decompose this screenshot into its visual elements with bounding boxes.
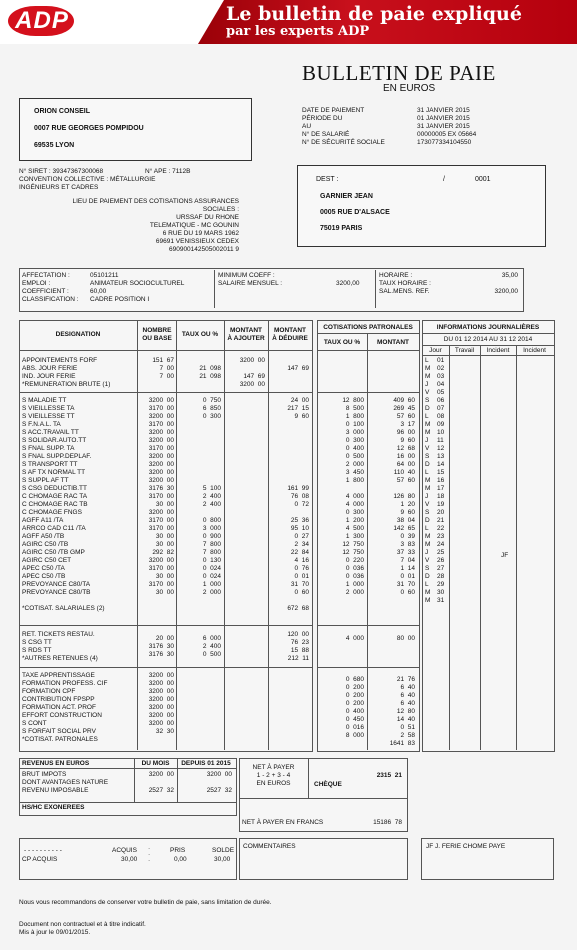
conges-dots: · · ·: [148, 845, 151, 864]
employee-labels: AFFECTATION : EMPLOI : COEFFICIENT : CLASSIFICATION :: [22, 272, 79, 303]
page-title: BULLETIN DE PAIE: [302, 61, 496, 85]
period-values: 31 JANVIER 2015 01 JANVIER 2015 31 JANVIER 2015 00000005 EX 05664 173077334104550: [417, 107, 477, 146]
divider: [214, 270, 215, 308]
adp-logo-text: ADP: [15, 7, 69, 34]
brut-taux: 21 098 21 098: [199, 365, 221, 380]
convention: CONVENTION COLLECTIVE : MÉTALLURGIE INGÉNIEURS ET CADRES: [19, 176, 156, 191]
col-ajouter: MONTANT À AJOUTER: [227, 327, 265, 342]
patronales-cot-taux: 0 680 0 200 0 200 0 200 0 400 0 450 0 016 8 000: [345, 676, 364, 739]
section-line: [19, 392, 312, 393]
salaire-value: 3200,00: [336, 280, 360, 287]
horaire-values: 35,00 3200,00: [494, 272, 518, 295]
cotis-designation: S MALADIE TT S VIEILLESSE TA S VIEILLESSE TT S F.N.A.L. TA S ACC.TRAVAIL TT S SOLIDAR.AUTO.TT S FNAL SUPP. TA S FNAL SUPP.DEPLAF. S TRANSPORT TT S AF TX NORMAL TT S SUPPL AF TT S CSG DEDUCTIB.TT C CHOMAGE RAC TA C CHOMAGE RAC TB C CHOMAGE FNGS AGFF A11 /TA ARRCO CAD C11 /TA AGFF A50 /TB AGIRC C50 /TB AGIRC C50 /TB GMP AGIRC C50 CET APEC C50 /TA APEC C50 /TB PREVOYANCE C80/TA PREVOYANCE C80/TB *COTISAT. SALARIALES (2): [22, 397, 105, 612]
info-col-jour: Jour: [429, 347, 442, 354]
cp-acquis-label: CP ACQUIS: [22, 856, 58, 863]
info-col-divider: [516, 346, 517, 750]
net-francs-label: NET À PAYER EN FRANCS: [242, 819, 324, 826]
section-line: [317, 625, 419, 626]
retenues-cot-taux: 4 000: [345, 635, 364, 642]
col-taux: TAUX OU %: [181, 331, 219, 338]
net-payer-col-divider: [308, 759, 309, 798]
banner: [0, 0, 577, 44]
cotis-cot-montant: 409 60 269 45 57 60 3 17 96 00 9 60 12 68 16 00 64 00 110 40 57 60 126 80 1 20 9 60 38 04 142 65 0 39 3 83 37 33 7 04 1 14 0 01 31 70 0 60: [393, 397, 415, 596]
retenues-designation: RET. TICKETS RESTAU. S CSG TT S RDS TT *AUTRES RETENUES (4): [22, 631, 98, 662]
net-payer-value: 2315 21: [376, 772, 402, 779]
section-line: [19, 667, 312, 668]
revenus-depuis-values: 3200 00 2527 32: [206, 771, 232, 794]
employer-city: 69535 LYON: [34, 142, 75, 149]
salaire-label: SALAIRE MENSUEL :: [218, 280, 283, 287]
payment-place: LIEU DE PAIEMENT DES COTISATIONS ASSURANCES SOCIALES : URSSAF DU RHONE TELEMATIQUE - MC GOUNIN 6 RUE DU 19 MARS 1962 69691 VENISSIEUX CEDEX 690900142505002011 9: [72, 198, 239, 253]
employer-address: 0007 RUE GEORGES POMPIDOU: [34, 125, 144, 132]
banner-subtitle: par les experts ADP: [226, 24, 370, 39]
info-period: DU 01 12 2014 AU 31 12 2014: [443, 336, 533, 343]
employee-values: 05101211 ANIMATEUR SOCIOCULTUREL 60,00 CADRE POSITION I: [90, 272, 185, 303]
calendar-jf: JF: [501, 552, 509, 559]
hs-exonerees: HS/HC EXONEREES: [22, 804, 85, 811]
footer-recommendation: Nous vous recommandons de conserver votre bulletin de paie, sans limitation de durée.: [19, 899, 272, 906]
info-header-line: [422, 345, 554, 346]
footer-disclaimer: Document non contractuel et à titre indicatif. Mis à jour le 09/01/2015.: [19, 921, 146, 936]
solde-value: 30,00: [214, 856, 231, 863]
dest-name: GARNIER JEAN: [320, 193, 373, 200]
net-payer-divider: [239, 798, 407, 799]
revenus-footer-line: [19, 802, 236, 803]
ape: N° APE : 7112B: [145, 168, 191, 175]
patronales-cot-montant: 21 76 6 40 6 40 6 40 12 80 14 40 0 51 2 58 1641 83: [389, 676, 415, 747]
acquis-label: ACQUIS: [112, 847, 137, 854]
dest-label: DEST :: [316, 176, 339, 183]
col-nombre: NOMBRE OU BASE: [142, 327, 172, 342]
info-header-line: [422, 355, 554, 356]
info-header-line: [422, 333, 554, 334]
employer-name: ORION CONSEIL: [34, 108, 91, 115]
section-line: [317, 667, 419, 668]
cot-montant-header: MONTANT: [376, 339, 409, 346]
col-deduire: MONTANT À DÉDUIRE: [272, 327, 308, 342]
info-col-divider: [480, 346, 481, 750]
commentaires-label: COMMENTAIRES: [243, 843, 296, 850]
net-payer-label: NET À PAYER 1 - 2 + 3 - 4 EN EUROS: [252, 764, 295, 787]
info-col-divider: [449, 346, 450, 750]
dest-address: 0005 RUE D'ALSACE: [320, 209, 390, 216]
section-line: [317, 392, 419, 393]
info-col-travail: Travail: [454, 347, 475, 354]
retenues-cot-montant: 80 00: [396, 635, 415, 642]
cot-title: COTISATIONS PATRONALES: [323, 324, 413, 331]
cotis-cot-taux: 12 800 8 500 1 800 0 100 3 000 0 300 0 400 0 500 2 000 3 450 1 800 4 000 4 000 0 300 1 200 4 500 1 300 12 750 12 750 0 220 0 036 0 036 1 000 2 000: [342, 397, 364, 596]
revenus-title: REVENUS EN EUROS: [22, 760, 90, 767]
banner-fold: [198, 0, 224, 44]
cotis-taux: 0 750 6 850 0 300 5 100 2 400 2 400 0 800 3 000 0 900 7 800 7 800 0 130 0 024 0 024 1 000 2 000: [202, 397, 221, 596]
jf-note: JF J. FERIE CHOME PAYE: [426, 843, 506, 850]
revenus-header-line: [19, 768, 236, 769]
period-labels: DATE DE PAIEMENT PÉRIODE DU AU N° DE SALARIÉ N° DE SÉCURITÉ SOCIALE: [302, 107, 385, 146]
revenus-mois-values: 3200 00 2527 32: [148, 771, 174, 794]
cot-header-line: [317, 350, 419, 351]
retenues-taux: 6 000 2 400 0 500: [202, 635, 221, 658]
solde-label: SOLDE: [212, 847, 235, 854]
revenus-labels: BRUT IMPOTS DONT AVANTAGES NATURE REVENU IMPOSABLE: [22, 771, 109, 794]
brut-nombre: 151 67 7 00 7 00: [152, 357, 174, 380]
calendar-numbers: 01 02 03 04 05 06 07 08 09 10 11 12 13 14 15 16 17 18 19 20 21 22 23 24 25 26 27 28 29 30 31: [437, 357, 445, 604]
divider: [375, 270, 376, 308]
horaire-labels: HORAIRE : TAUX HORAIRE : SAL.MENS. REF.: [379, 272, 431, 295]
pris-value: 0,00: [174, 856, 187, 863]
page-subtitle: EN EUROS: [383, 83, 436, 94]
cot-header-line: [317, 333, 419, 334]
calendar-days: L M M J V S D L M M J V S D L M M J V S D L M M J V S D L M M: [425, 357, 431, 604]
retenues-nombre: 20 00 3176 30 3176 30: [148, 635, 174, 658]
dest-slash: /: [443, 176, 445, 183]
siret: N° SIRET : 39347367300068: [19, 168, 104, 175]
brut-designation: APPOINTEMENTS FORF ABS. JOUR FERIE IND. JOUR FERIE *REMUNERATION BRUTE (1): [22, 357, 111, 388]
min-coeff: MINIMUM COEFF :: [218, 272, 275, 279]
cotis-deduire: 24 00 217 15 9 60 161 99 76 08 0 72 25 36 95 10 0 27 2 34 22 84 4 16 0 76 0 01 31 70 0 60 672 68: [287, 397, 309, 612]
patronales-designation: TAXE APPRENTISSAGE FORMATION PROFESS. CIF FORMATION CPF CONTRIBUTION FPSPP FORMATION ACT. PROF EFFORT CONSTRUCTION S CONT S FORFAIT SOCIAL PRV *COTISAT. PATRONALES: [22, 672, 108, 743]
info-title: INFORMATIONS JOURNALIÈRES: [436, 324, 540, 331]
dest-city: 75019 PARIS: [320, 225, 363, 232]
cot-taux-header: TAUX OU %: [323, 339, 361, 346]
col-designation: DESIGNATION: [55, 331, 101, 338]
banner-title: Le bulletin de paie expliqué: [226, 3, 522, 25]
revenus-du-mois: DU MOIS: [141, 760, 170, 767]
patronales-nombre: 3200 00 3200 00 3200 00 3200 00 3200 00 3200 00 3200 00 32 30: [148, 672, 174, 735]
brut-deduire: 147 69: [287, 365, 309, 372]
net-francs-value: 15186 78: [373, 819, 402, 826]
info-col-incident: Incident: [523, 347, 546, 354]
revenus-depuis: DEPUIS 01 2015: [181, 760, 231, 767]
pris-label: PRIS: [170, 847, 186, 854]
brut-ajouter: 3200 00 147 69 3200 00: [239, 357, 265, 388]
dest-code: 0001: [475, 176, 491, 183]
info-col-incident: Incident: [486, 347, 510, 354]
cotis-nombre: 3200 00 3170 00 3200 00 3170 00 3200 00 3200 00 3170 00 3200 00 3200 00 3200 00 3200 00 3176 30 3170 00 30 00 3200 00 3170 00 3170 00 30 00 30 00 292 82 3200 00 3170 00 30 00 3170 00 30 00: [148, 397, 174, 596]
section-line: [19, 625, 312, 626]
conges-dashes: - - - - - - - - - -: [24, 847, 62, 854]
retenues-deduire: 120 00 76 23 15 88 212 11: [287, 631, 309, 662]
cheque-label: CHÈQUE: [314, 781, 342, 788]
acquis-value: 30,00: [121, 856, 138, 863]
